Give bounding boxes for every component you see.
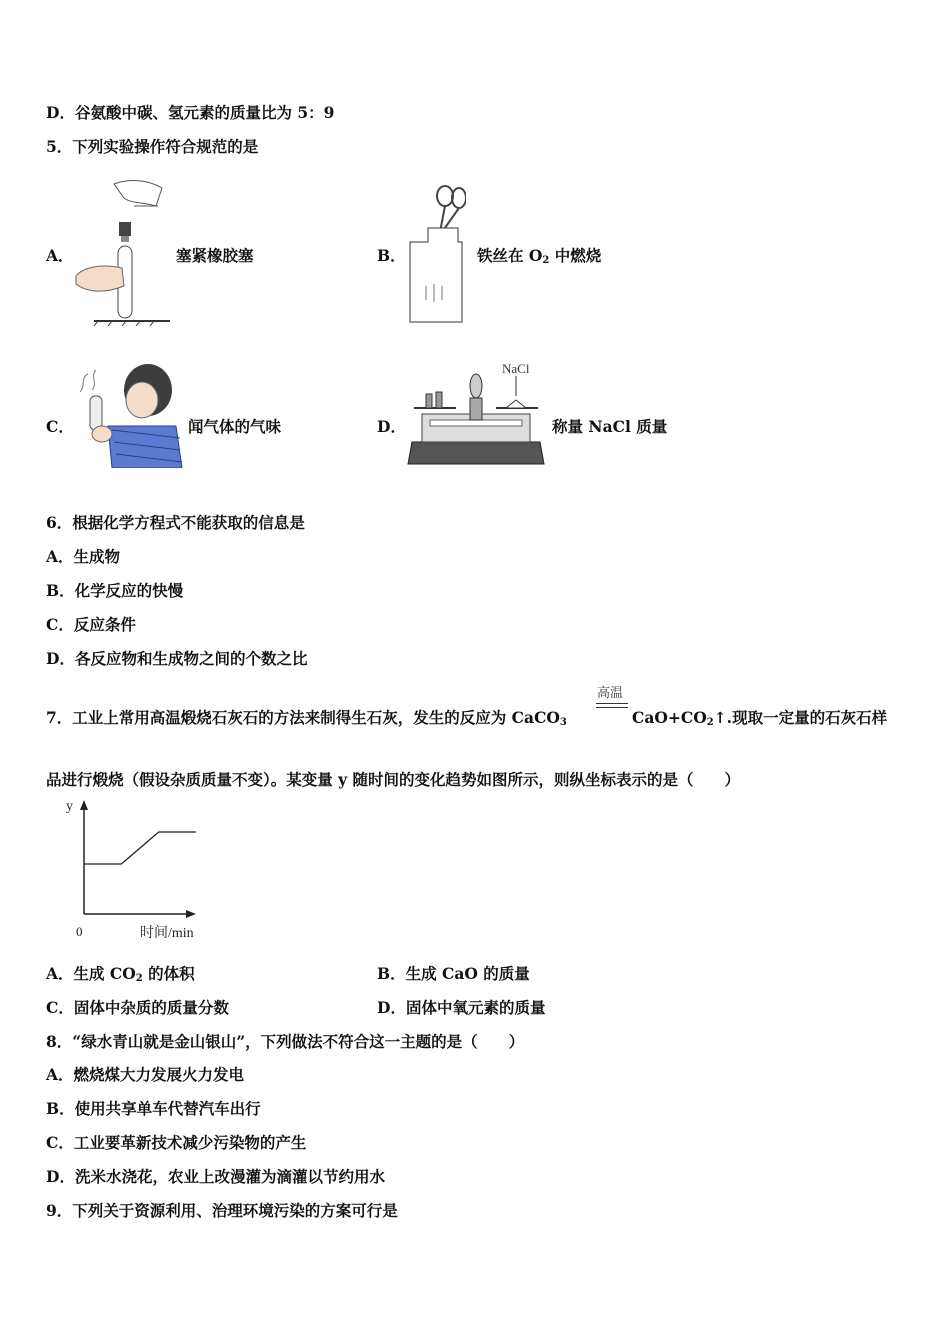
origin-label: 0	[76, 924, 83, 939]
q6-option-a: A．生成物	[46, 547, 121, 566]
q7-option-d: D．固体中氧元素的质量	[377, 998, 546, 1017]
q5-stem: 5．下列实验操作符合规范的是	[46, 137, 259, 156]
smell-gas-figure	[72, 356, 184, 468]
y-axis-arrow	[80, 800, 88, 810]
q7-option-b: B．生成 CaO 的质量	[377, 964, 530, 983]
x-axis-arrow	[186, 910, 196, 918]
q5-option-b-caption: 铁丝在 $O_2$ 中燃烧	[477, 246, 602, 266]
q4-option-d: D．谷氨酸中碳、氢元素的质量比为 5：9	[46, 103, 335, 122]
test-tube-stopper-figure	[74, 176, 174, 326]
q5-option-b-label: B．	[377, 246, 406, 265]
nacl-figure-label: NaCl	[502, 361, 530, 376]
reaction-arrow-bottom	[596, 707, 628, 708]
q8-option-a: A．燃烧煤大力发展火力发电	[46, 1065, 245, 1084]
q6-option-c: C．反应条件	[46, 615, 136, 634]
series-line	[84, 832, 196, 864]
q7-stem-line2: 品进行煅烧（假设杂质质量不变）。某变量 y 随时间的变化趋势如图所示，则纵坐标表示的是（ ）	[46, 770, 741, 789]
q8-stem: 8．“绿水青山就是金山银山”，下列做法不符合这一主题的是（ ）	[46, 1032, 525, 1051]
q8-option-b: B．使用共享单车代替汽车出行	[46, 1099, 261, 1118]
q7-option-c: C．固体中杂质的质量分数	[46, 998, 229, 1017]
q8-option-c: C．工业要革新技术减少污染物的产生	[46, 1133, 307, 1152]
x-axis-label: 时间/min	[140, 926, 194, 941]
y-axis-label: y	[66, 799, 73, 814]
q7-stem-line1-right: $CaO+CO_2↑$.现取一定量的石灰石样	[632, 708, 888, 728]
q6-option-b: B．化学反应的快慢	[46, 581, 184, 600]
q8-option-d: D．洗米水浇花，农业上改漫灌为滴灌以节约用水	[46, 1167, 385, 1186]
q5-option-a-caption: 塞紧橡胶塞	[176, 246, 254, 265]
iron-wire-oxygen-figure	[404, 182, 466, 328]
q5-option-c-caption: 闻气体的气味	[188, 417, 282, 436]
q7-stem-line1-left: 7．工业上常用高温煅烧石灰石的方法来制得生石灰，发生的反应为 CaCO$_3$	[46, 708, 567, 728]
q7-option-a: A．生成 $CO_2$ 的体积	[46, 964, 195, 984]
balance-nacl-figure	[404, 356, 548, 472]
q5-option-c-label: C．	[46, 417, 74, 436]
q6-option-d: D．各反应物和生成物之间的个数之比	[46, 649, 308, 668]
y-vs-time-chart	[60, 796, 220, 946]
q6-stem: 6．根据化学方程式不能获取的信息是	[46, 513, 305, 532]
q5-option-d-caption: 称量 NaCl 质量	[552, 417, 668, 436]
reaction-condition: 高温	[597, 686, 624, 701]
q5-option-a-label: A．	[46, 246, 74, 265]
q5-option-d-label: D．	[377, 417, 406, 436]
reaction-arrow-top	[596, 703, 628, 704]
q9-stem: 9．下列关于资源利用、治理环境污染的方案可行是	[46, 1201, 398, 1220]
